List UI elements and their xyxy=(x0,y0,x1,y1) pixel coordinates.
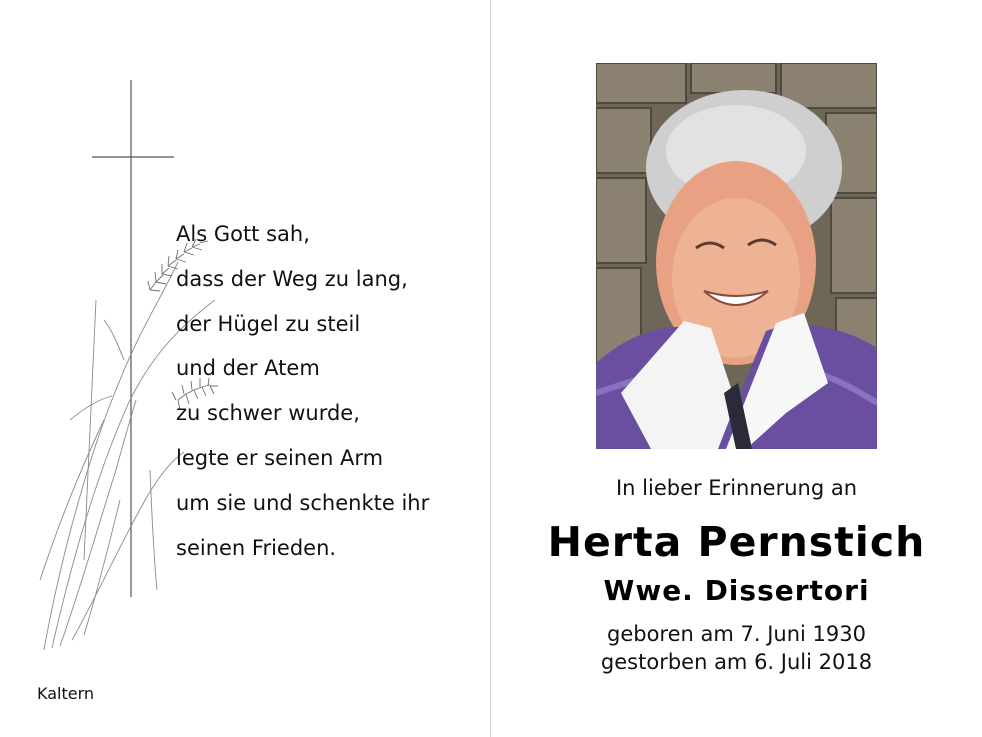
right-panel xyxy=(491,0,982,737)
poem-line: seinen Frieden. xyxy=(176,535,337,560)
birth-date: geboren am 7. Juni 1930 xyxy=(607,622,866,646)
portrait-photo xyxy=(596,63,877,449)
poem-line: legte er seinen Arm xyxy=(176,445,384,470)
poem-line: zu schwer wurde, xyxy=(176,401,360,426)
death-date: gestorben am 6. Juli 2018 xyxy=(600,650,873,674)
poem-line: Als Gott sah, xyxy=(176,222,310,246)
memorial-poem xyxy=(176,212,429,570)
place-label: Kaltern xyxy=(37,684,95,703)
poem-line: um sie und schenkte ihr xyxy=(176,490,430,515)
cross-icon xyxy=(92,80,174,597)
poem-line: und der Atem xyxy=(176,356,320,381)
memorial-intro: In lieber Erinnerung an xyxy=(615,476,858,500)
poem-line: der Hügel zu steil xyxy=(176,311,361,336)
poem-line: dass der Weg zu lang, xyxy=(176,266,408,291)
widow-name: Wwe. Dissertori xyxy=(603,574,870,607)
left-panel xyxy=(0,0,490,737)
deceased-name: Herta Pernstich xyxy=(547,518,926,566)
